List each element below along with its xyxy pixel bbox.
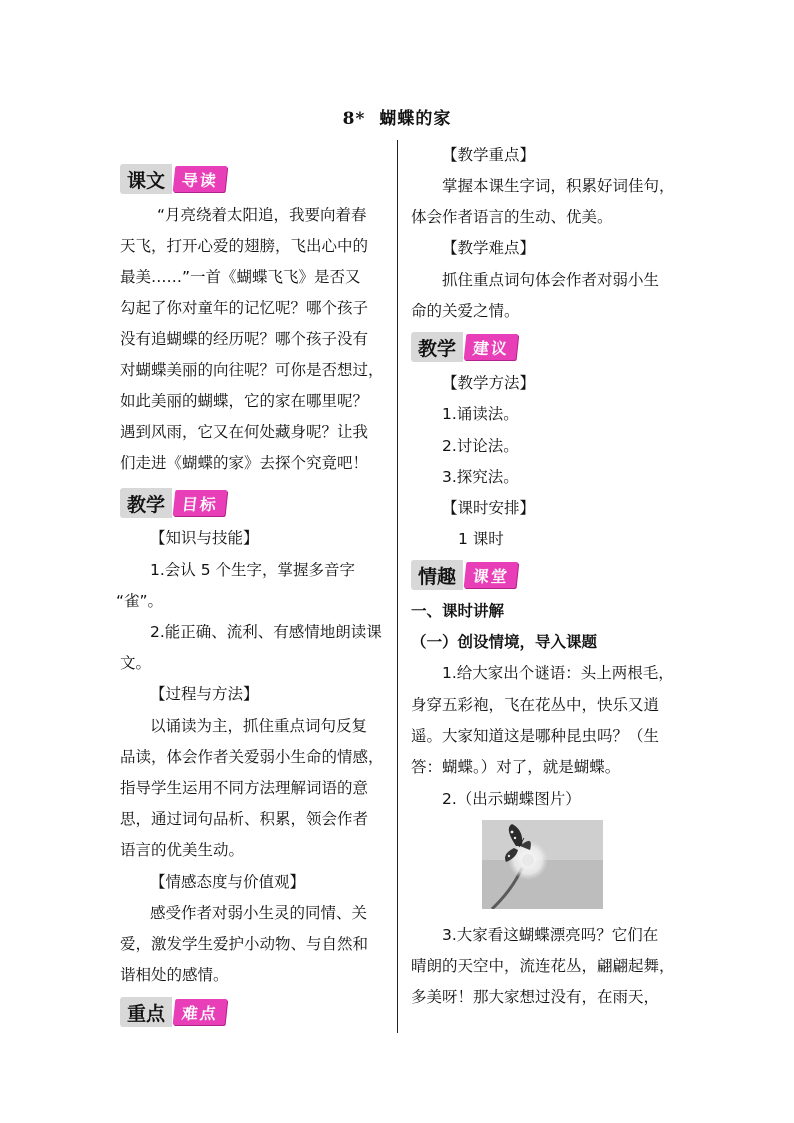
goal-line: 思，通过词句品析、积累，领会作者 — [120, 810, 369, 828]
lesson-title — [0, 104, 794, 129]
header-gray-label: 教学 — [411, 332, 463, 362]
intro-line: 如此美丽的蝴蝶，它的家在哪里呢？ — [120, 392, 369, 410]
goal-line: “雀”。 — [116, 592, 164, 610]
section-header-teaching-suggestions — [411, 332, 517, 362]
header-gray-label: 教学 — [120, 488, 172, 518]
section-header-key-points — [120, 997, 226, 1027]
method-line: 1 课时 — [458, 530, 504, 548]
lesson-line: 2.（出示蝴蝶图片） — [442, 790, 581, 808]
focus-line: 抓住重点词句体会作者对弱小生 — [442, 271, 660, 289]
goal-line: 语言的优美生动。 — [120, 841, 245, 859]
intro-line: 遇到风雨，它又在何处藏身呢？让我 — [120, 423, 369, 441]
lesson-number: 8* — [342, 109, 366, 129]
goal-line: 谐相处的感情。 — [120, 966, 229, 984]
lesson-line: 答：蝴蝶。）对了，就是蝴蝶。 — [411, 758, 621, 776]
intro-line: 没有追蝴蝶的经历呢？哪个孩子没有 — [120, 330, 369, 348]
goal-line: 以诵读为主，抓住重点词句反复 — [150, 717, 368, 735]
focus-line: 体会作者语言的生动、优美。 — [411, 208, 613, 226]
method-subheading: 【教学方法】 — [442, 374, 536, 392]
lesson-line: 1.给大家出个谜语：头上两根毛， — [442, 664, 674, 682]
lesson-name: 蝴蝶的家 — [379, 109, 452, 129]
goal-subheading: 【情感态度与价值观】 — [150, 873, 306, 891]
column-divider — [397, 140, 398, 1033]
header-pink-label: 导读 — [173, 166, 228, 192]
method-line: 1.诵读法。 — [442, 405, 519, 423]
goal-line: 文。 — [120, 654, 152, 672]
goal-line: 感受作者对弱小生灵的同情、关 — [150, 904, 368, 922]
goal-line: 品读，体会作者关爱弱小生命的情感， — [120, 748, 384, 766]
header-pink-label: 课堂 — [464, 562, 519, 588]
goal-line: 指导学生运用不同方法理解词语的意 — [120, 779, 369, 797]
focus-line: 掌握本课生字词，积累好词佳句， — [442, 177, 675, 195]
goal-line: 2.能正确、流利、有感情地朗读课 — [150, 623, 382, 641]
header-pink-label: 难点 — [173, 999, 228, 1025]
focus-line: 命的关爱之情。 — [411, 302, 520, 320]
intro-line: 天飞，打开心爱的翅膀，飞出心中的 — [120, 237, 369, 255]
method-subheading: 【课时安排】 — [442, 499, 536, 517]
intro-line: 勾起了你对童年的记忆呢？哪个孩子 — [120, 299, 369, 317]
focus-subheading: 【教学重点】 — [442, 146, 536, 164]
lesson-line: 多美呀！那大家想过没有，在雨天， — [411, 988, 660, 1006]
intro-line: 对蝴蝶美丽的向往呢？可你是否想过， — [120, 361, 384, 379]
header-pink-label: 目标 — [173, 490, 228, 516]
header-pink-label: 建议 — [464, 334, 519, 360]
header-gray-label: 重点 — [120, 997, 172, 1027]
intro-line: 最美……”一首《蝴蝶飞飞》是否又 — [120, 268, 361, 286]
goal-subheading: 【知识与技能】 — [150, 529, 259, 547]
lesson-line: 3.大家看这蝴蝶漂亮吗？它们在 — [442, 926, 659, 944]
intro-line: “月亮绕着太阳追，我要向着春 — [157, 206, 367, 224]
goal-line: 爱，激发学生爱护小动物、与自然和 — [120, 935, 369, 953]
intro-line: 们走进《蝴蝶的家》去探个究竟吧！ — [120, 454, 369, 472]
section-header-teaching-goals — [120, 488, 226, 518]
lesson-line: 晴朗的天空中，流连花丛，翩翩起舞， — [411, 957, 675, 975]
goal-subheading: 【过程与方法】 — [150, 685, 259, 703]
lesson-section-heading: 一、课时讲解 — [411, 602, 505, 620]
method-line: 2.讨论法。 — [442, 437, 519, 455]
lesson-line: 身穿五彩袍，飞在花丛中，快乐又逍 — [411, 696, 660, 714]
lesson-line: 遥。大家知道这是哪种昆虫吗？（生 — [411, 727, 660, 745]
focus-subheading: 【教学难点】 — [442, 239, 536, 257]
section-header-reading-guide — [120, 164, 226, 194]
butterfly-photo — [482, 820, 603, 909]
lesson-subsection-heading: （一）创设情境，导入课题 — [411, 633, 598, 651]
header-gray-label: 情趣 — [411, 560, 463, 590]
header-gray-label: 课文 — [120, 164, 172, 194]
goal-line: 1.会认 5 个生字，掌握多音字 — [150, 561, 356, 579]
butterfly-illustration — [482, 820, 603, 909]
section-header-fun-classroom — [411, 560, 517, 590]
method-line: 3.探究法。 — [442, 468, 519, 486]
